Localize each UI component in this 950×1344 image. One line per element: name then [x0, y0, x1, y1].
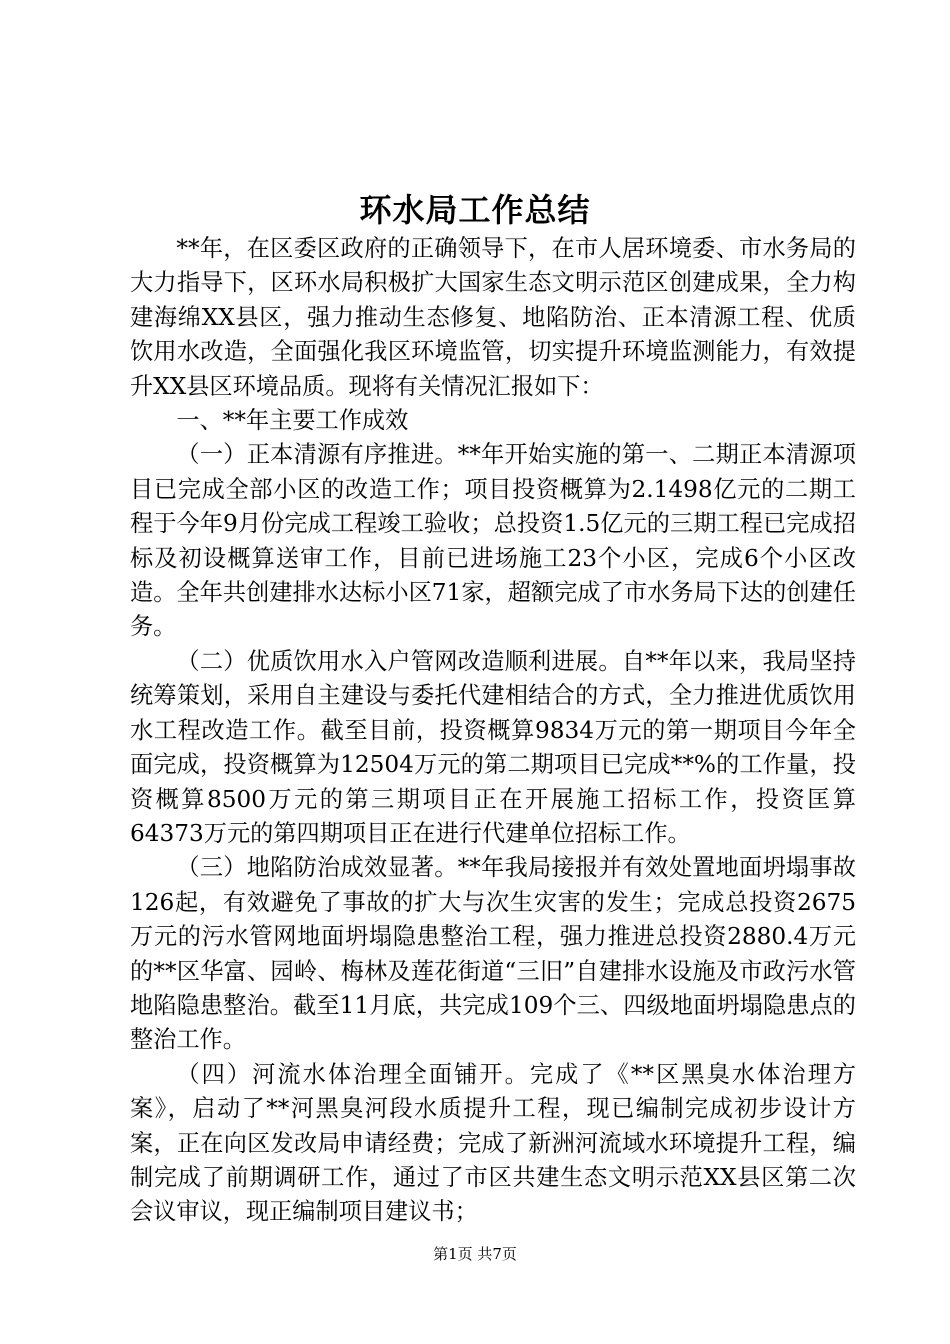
body-paragraph: （一）正本清源有序推进。**年开始实施的第一、二期正本清源项目已完成全部小区的改造工作；项目投资概算为2.1498亿元的二期工程于今年9月份完成工程竣工验收；总投资1.5亿元的三期工程已完成招标及初设概算送审工作，目前已进场施工23个小区，完成6个小区改造。全年共创建排水达标小区71家，超额完成了市水务局下达的创建任务。 — [130, 441, 856, 641]
document-title: 环水局工作总结 — [359, 191, 591, 229]
page-footer: 第1页 共7页 — [433, 1245, 517, 1263]
body-paragraph: （二）优质饮用水入户管网改造顺利进展。自**年以来，我局坚持统筹策划，采用自主建设与委托代建相结合的方式，全力推进优质饮用水工程改造工作。截至目前，投资概算9834万元的第一期项目今年全面完成，投资概算为12504万元的第二期项目已完成**%的工作量，投资概算8500万元的第三期项目正在开展施工招标工作，投资匡算64373万元的第四期项目正在进行代建单位招标工作。 — [130, 647, 856, 847]
body-paragraph: （四）河流水体治理全面铺开。完成了《**区黑臭水体治理方案》，启动了**河黑臭河段水质提升工程，现已编制完成初步设计方案，正在向区发改局申请经费；完成了新洲河流域水环境提升工程，编制完成了前期调研工作，通过了市区共建生态文明示范XX县区第二次会议审议，现正编制项目建议书； — [130, 1060, 856, 1226]
document-body — [130, 232, 856, 1230]
intro-paragraph: **年，在区委区政府的正确领导下，在市人居环境委、市水务局的大力指导下，区环水局积极扩大国家生态文明示范区创建成果，全力构建海绵XX县区，强力推动生态修复、地陷防治、正本清源工程、优质饮用水改造，全面强化我区环境监管，切实提升环境监测能力，有效提升XX县区环境品质。现将有关情况汇报如下： — [130, 235, 856, 400]
body-paragraph: （三）地陷防治成效显著。**年我局接报并有效处置地面坍塌事故126起，有效避免了事故的扩大与次生灾害的发生；完成总投资2675万元的污水管网地面坍塌隐患整治工程，强力推进总投资2880.4万元的**区华富、园岭、梅林及莲花街道“三旧”自建排水设施及市政污水管地陷隐患整治。截至11月底，共完成109个三、四级地面坍塌隐患点的整治工作。 — [130, 854, 856, 1054]
section-heading: 一、**年主要工作成效 — [176, 407, 409, 435]
